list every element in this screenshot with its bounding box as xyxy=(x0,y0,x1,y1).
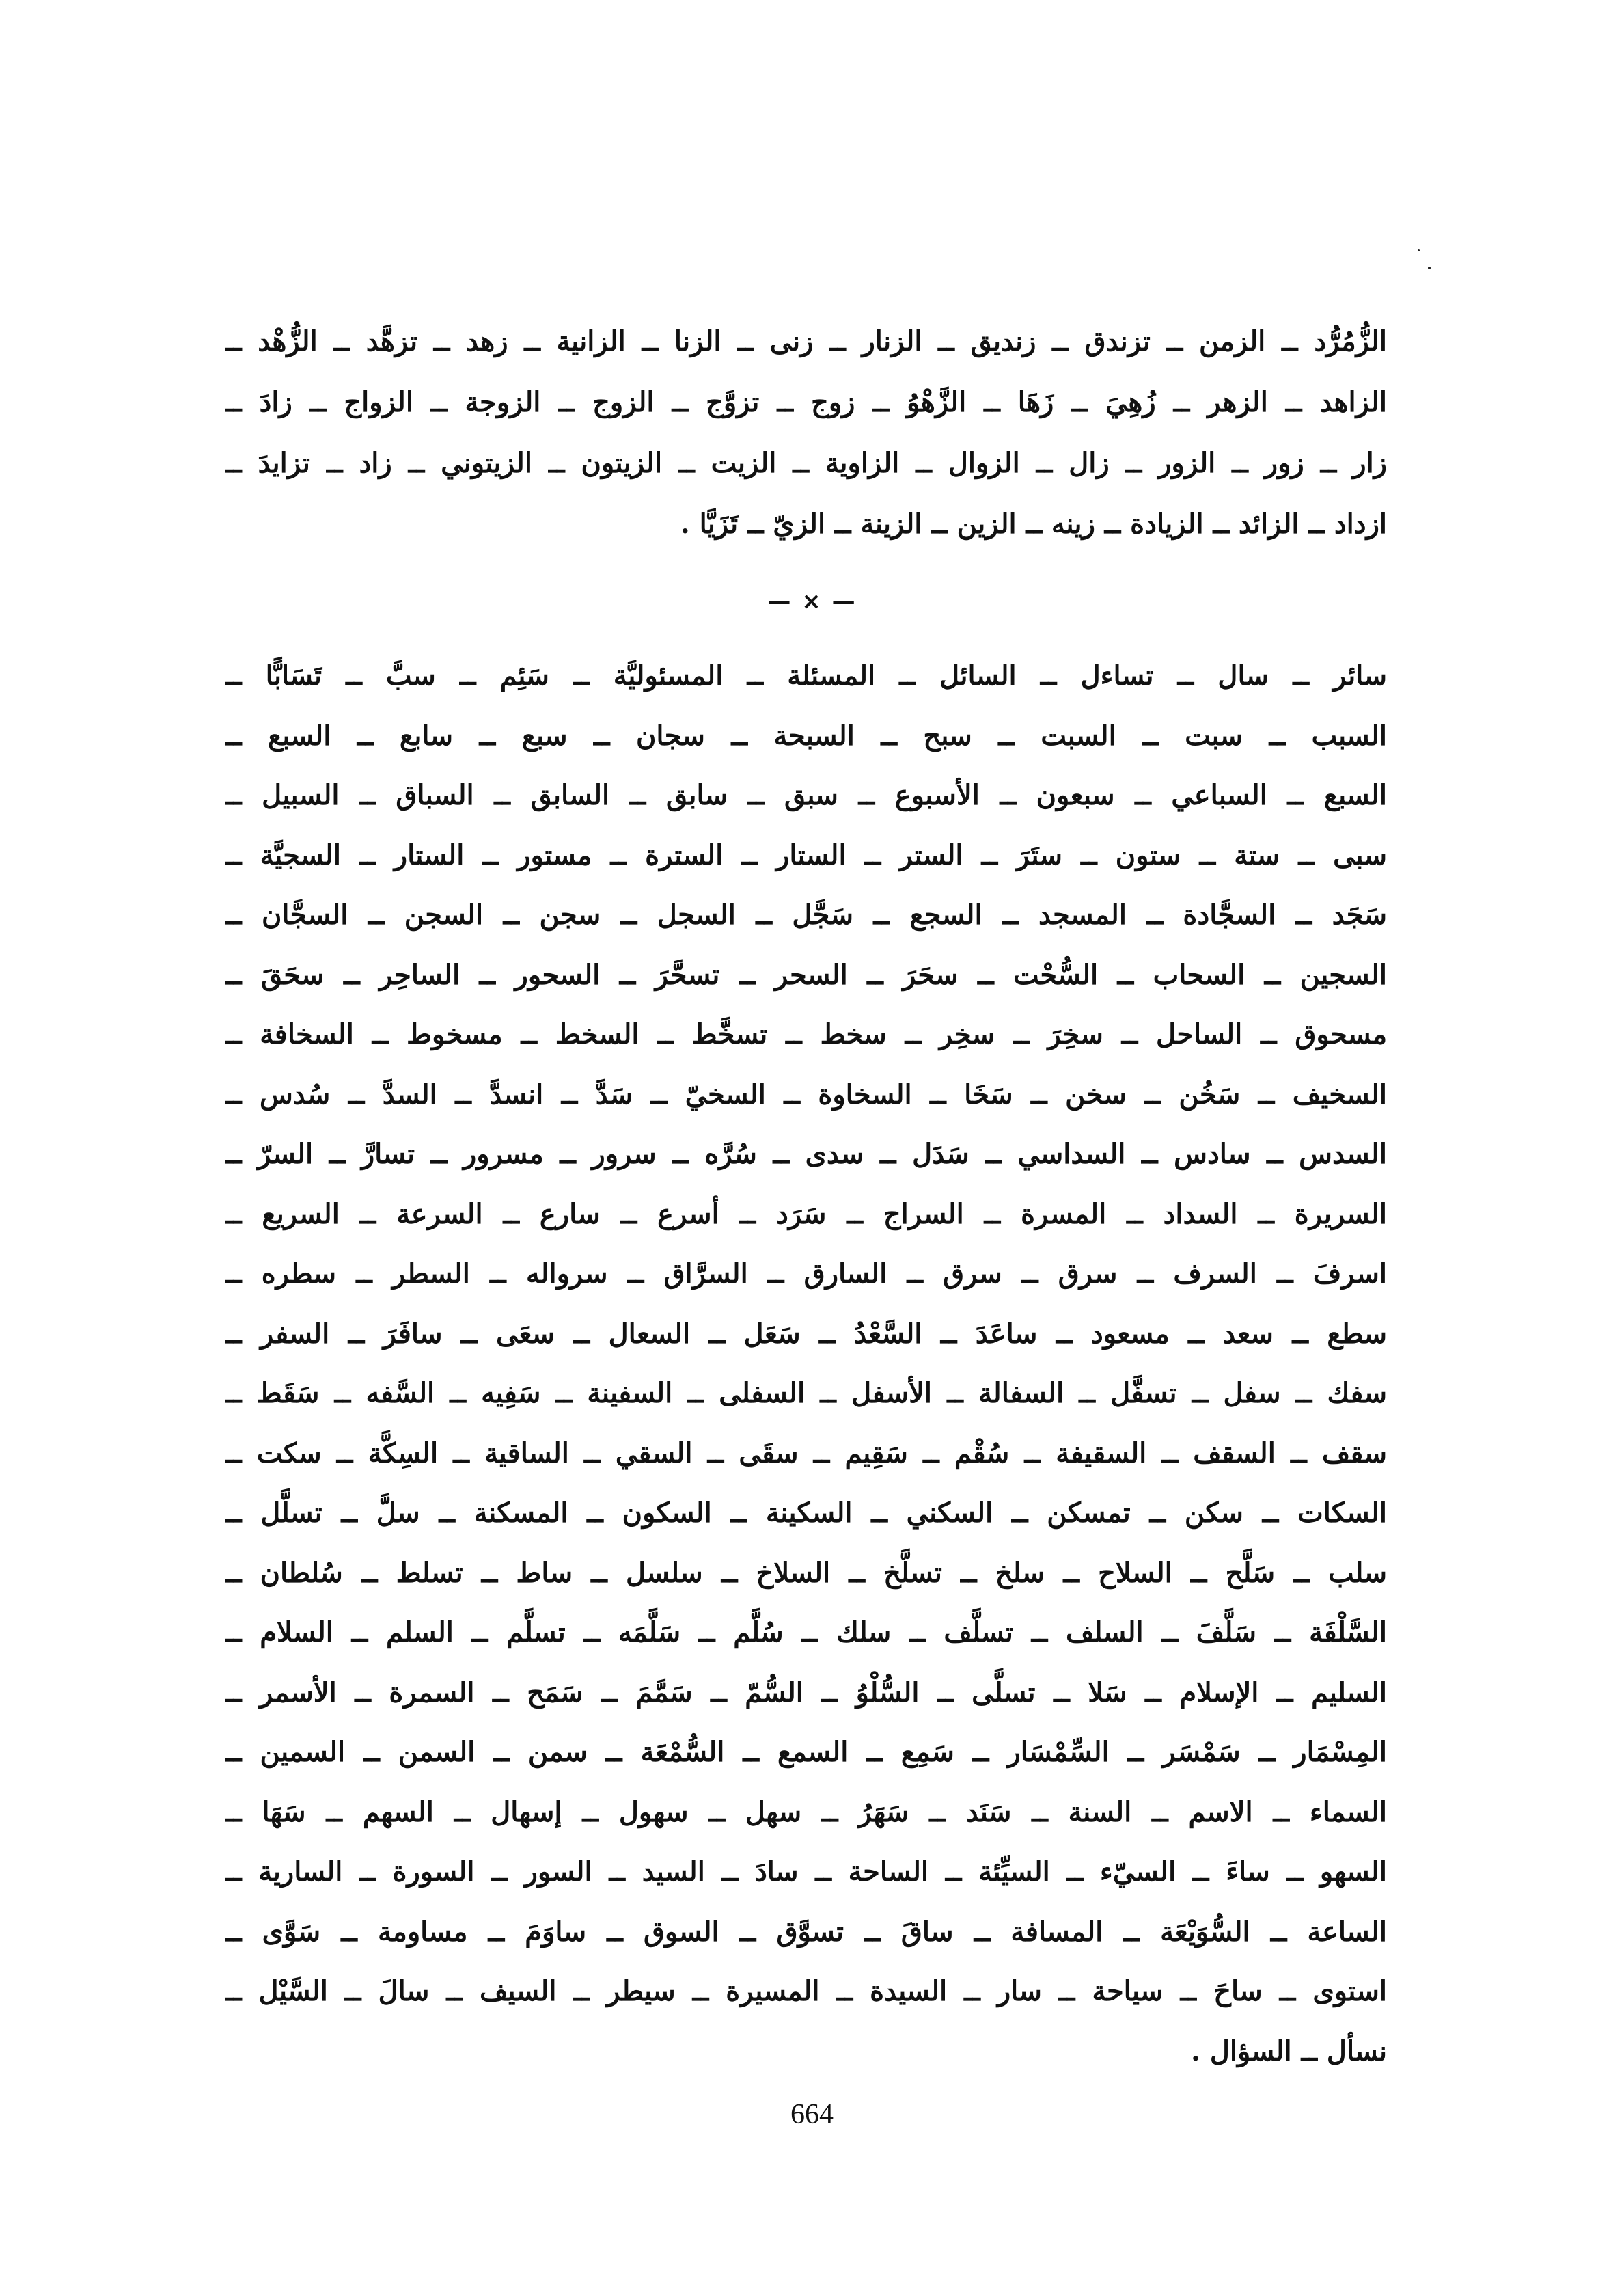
text-line: السكات ــ سكن ــ تمسكن ــ السكني ــ السكينة ــ السكون ــ المسكنة ــ سلَّ ــ تسلَّل ــ xyxy=(225,1497,1387,1529)
text-line: السهو ــ ساءَ ــ السيّء ــ السيِّئة ــ الساحة ــ سادَ ــ السيد ــ السور ــ السورة ــ السارية ــ xyxy=(225,1855,1387,1888)
vocabulary-block-z xyxy=(225,311,1387,554)
text-line: السجين ــ السحاب ــ السُّحْت ــ سحَرَ ــ السحر ــ تسحَّرَ ــ السحور ــ الساحِر ــ سحَقَ ــ xyxy=(225,958,1387,991)
page-number: 664 xyxy=(790,2099,834,2130)
text-line: السدس ــ سادس ــ السداسي ــ سَدَل ــ سدى ــ سُرَّه ــ سرور ــ مسرور ــ تسارَّ ــ السرّ ــ xyxy=(225,1138,1387,1170)
text-line: سفك ــ سفل ــ تسفَّل ــ السفالة ــ الأسفل ــ السفلى ــ السفينة ــ سَفِيه ــ السَّفه ــ سَقَط ــ xyxy=(225,1377,1387,1409)
text-line: الزُّمُرُّد ــ الزمن ــ تزندق ــ زنديق ــ الزنار ــ زنى ــ الزنا ــ الزانية ــ زهد ــ تزهَّد ــ الزُّهْد ــ xyxy=(225,325,1387,357)
text-line: استوى ــ ساحَ ــ سياحة ــ سار ــ السيدة ــ المسيرة ــ سيطر ــ السيف ــ سالَ ــ السَّيْل ــ xyxy=(225,1975,1387,2007)
text-line: الزاهد ــ الزهر ــ زُهِيَ ــ زَهَا ــ الزَّهْوُ ــ زوج ــ تزوَّج ــ الزوج ــ الزوجة ــ الزواج ــ زادَ ــ xyxy=(225,386,1387,418)
text-line: سائر ــ سال ــ تساءل ــ السائل ــ المسئلة ــ المسئوليَّة ــ سَئِم ــ سبَّ ــ تَسَابًّا ــ xyxy=(225,660,1387,692)
text-line: السبب ــ سبت ــ السبت ــ سبح ــ السبحة ــ سجان ــ سبع ــ سابع ــ السبع ــ xyxy=(225,719,1387,752)
text-line: سقف ــ السقف ــ السقيفة ــ سُقْم ــ سَقِيم ــ سقَى ــ السقي ــ الساقية ــ السِكَّة ــ سكت ــ xyxy=(225,1437,1387,1469)
text-line: سَجَد ــ السجَّادة ــ المسجد ــ السجع ــ سَجَّل ــ السجل ــ سجن ــ السجن ــ السجَّان ــ xyxy=(225,899,1387,931)
text-line: السماء ــ الاسم ــ السنة ــ سَنَد ــ سَهَرُ ــ سهل ــ سهول ــ إسهال ــ السهم ــ سَهَا ــ xyxy=(225,1795,1387,1828)
scan-speck xyxy=(1428,267,1431,269)
text-line: السَّلْفَة ــ سَلَّفَ ــ السلف ــ تسلَّف ــ سلك ــ سُلَّم ــ سَلَّمَه ــ تسلَّم ــ السلم ــ السلام ــ xyxy=(225,1616,1387,1648)
text-line: اسرفَ ــ السرف ــ سرق ــ سرق ــ السارق ــ السرَّاق ــ سرواله ــ السطر ــ سطره ــ xyxy=(225,1257,1387,1290)
text-line: السريرة ــ السداد ــ المسرة ــ السراج ــ سَرَد ــ أسرع ــ سارع ــ السرعة ــ السريع ــ xyxy=(225,1197,1387,1230)
text-line: سطع ــ سعد ــ مسعود ــ ساعَدَ ــ السَّعْدُ ــ سَعَل ــ السعال ــ سعَى ــ سافَرَ ــ السفر ــ xyxy=(225,1317,1387,1350)
text-line: سلب ــ سَلَّح ــ السلاح ــ سلخ ــ تسلَّخ ــ السلاخ ــ سلسل ــ ساط ــ تسلط ــ سُلطان ــ xyxy=(225,1556,1387,1589)
vocabulary-block-s xyxy=(225,646,1387,2081)
text-line: ازداد ــ الزائد ــ الزيادة ــ زينه ــ الزين ــ الزينة ــ الزيّ ــ تَزَيَّا . xyxy=(680,508,1387,540)
text-line: الساعة ــ السُّوَيْعَة ــ المسافة ــ ساقَ ــ تسوَّق ــ السوق ــ ساوَمَ ــ مساومة ــ سَوَّى ــ xyxy=(225,1915,1387,1948)
text-line: مسحوق ــ الساحل ــ سخِرَ ــ سخِر ــ سخط ــ تسخَّط ــ السخط ــ مسخوط ــ السخافة ــ xyxy=(225,1018,1387,1050)
section-separator: — × — xyxy=(767,588,857,615)
text-line: السبع ــ السباعي ــ سبعون ــ الأسبوع ــ سبق ــ سابق ــ السابق ــ السباق ــ السبيل ــ xyxy=(225,779,1387,811)
text-line: نسأل ــ السؤال . xyxy=(1190,2035,1387,2067)
scan-speck xyxy=(1418,249,1420,251)
text-line: زار ــ زور ــ الزور ــ زال ــ الزوال ــ الزاوية ــ الزيت ــ الزيتون ــ الزيتوني ــ زاد ــ تزايدَ ــ xyxy=(225,447,1387,479)
text-line: المِسْمَار ــ سَمْسَر ــ السِّمْسَار ــ سَمِع ــ السمع ــ السُّمْعَة ــ سمن ــ السمن ــ السمين ــ xyxy=(225,1736,1387,1768)
text-line: سبى ــ ستة ــ ستون ــ ستَرَ ــ الستر ــ الستار ــ السترة ــ مستور ــ الستار ــ السجيَّة ــ xyxy=(225,839,1387,871)
text-line: السليم ــ الإسلام ــ سَلا ــ تسلَّى ــ السُّلْوُ ــ السُّمّ ــ سَمَّمَ ــ سَمَح ــ السمرة ــ الأسمر ــ xyxy=(225,1676,1387,1709)
text-line: السخيف ــ سَخُن ــ سخن ــ سَخَا ــ السخاوة ــ السخيّ ــ سَدَّ ــ انسدَّ ــ السدَّ ــ سُدس ــ xyxy=(225,1078,1387,1111)
